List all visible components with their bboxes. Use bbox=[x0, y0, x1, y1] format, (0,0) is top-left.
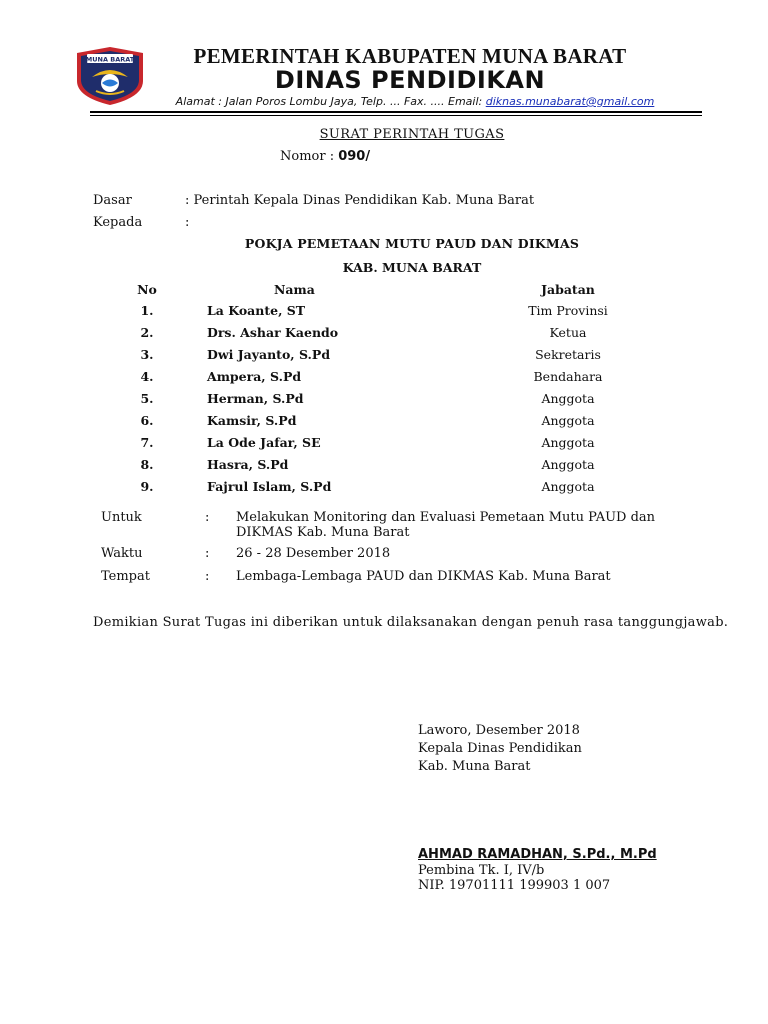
team-region: KAB. MUNA BARAT bbox=[342, 260, 482, 275]
signature-region: Kab. Muna Barat bbox=[418, 759, 531, 774]
header-rule-thin bbox=[90, 115, 702, 116]
kepada-value: : bbox=[185, 215, 190, 230]
waktu-colon: : bbox=[205, 546, 210, 561]
signatory-name: AHMAD RAMADHAN, S.Pd., M.Pd bbox=[418, 847, 657, 862]
untuk-colon: : bbox=[205, 510, 210, 525]
waktu-label: Waktu bbox=[101, 546, 143, 561]
member-no: 2. bbox=[140, 325, 154, 340]
emblem-label: MUNA BARAT bbox=[85, 55, 135, 64]
member-name: Herman, S.Pd bbox=[207, 391, 304, 406]
header-no: No bbox=[137, 282, 157, 297]
member-position: Anggota bbox=[541, 479, 595, 494]
untuk-label: Untuk bbox=[101, 510, 142, 525]
member-row bbox=[0, 457, 768, 479]
document-title: SURAT PERINTAH TUGAS bbox=[319, 127, 505, 142]
member-position: Bendahara bbox=[533, 369, 603, 384]
member-row bbox=[0, 435, 768, 457]
document-number bbox=[280, 149, 370, 164]
member-name: Fajrul Islam, S.Pd bbox=[207, 479, 332, 494]
department-name: DINAS PENDIDIKAN bbox=[274, 66, 546, 94]
dasar-value: : Perintah Kepala Dinas Pendidikan Kab. Muna Barat bbox=[185, 193, 535, 208]
member-no: 8. bbox=[140, 457, 154, 472]
header-rule-thick bbox=[90, 111, 702, 113]
member-position: Anggota bbox=[541, 413, 595, 428]
signature-place-date: Laworo, Desember 2018 bbox=[418, 723, 580, 738]
signature-office: Kepala Dinas Pendidikan bbox=[418, 741, 582, 756]
member-position: Anggota bbox=[541, 391, 595, 406]
member-name: Dwi Jayanto, S.Pd bbox=[207, 347, 331, 362]
dasar-label: Dasar bbox=[93, 193, 132, 208]
member-no: 7. bbox=[140, 435, 154, 450]
tempat-colon: : bbox=[205, 569, 210, 584]
member-row bbox=[0, 391, 768, 413]
tempat-value: Lembaga-Lembaga PAUD dan DIKMAS Kab. Muna Barat bbox=[236, 569, 611, 584]
member-name: Ampera, S.Pd bbox=[207, 369, 302, 384]
office-address bbox=[135, 95, 695, 108]
member-name: Drs. Ashar Kaendo bbox=[207, 325, 339, 340]
member-name: Kamsir, S.Pd bbox=[207, 413, 297, 428]
member-no: 5. bbox=[140, 391, 154, 406]
member-name: Hasra, S.Pd bbox=[207, 457, 289, 472]
member-name: La Ode Jafar, SE bbox=[207, 435, 321, 450]
member-row bbox=[0, 369, 768, 391]
member-row bbox=[0, 303, 768, 325]
member-row bbox=[0, 325, 768, 347]
email-link[interactable]: diknas.munabarat@gmail.com bbox=[485, 95, 655, 108]
team-name: POKJA PEMETAAN MUTU PAUD DAN DIKMAS bbox=[244, 236, 580, 251]
untuk-line1: Melakukan Monitoring dan Evaluasi Pemetaan Mutu PAUD dan bbox=[236, 510, 656, 525]
number-value: 090/ bbox=[338, 149, 371, 164]
untuk-line2: DIKMAS Kab. Muna Barat bbox=[236, 525, 410, 540]
member-position: Ketua bbox=[549, 325, 587, 340]
member-row bbox=[0, 479, 768, 501]
member-position: Sekretaris bbox=[535, 347, 601, 362]
tempat-label: Tempat bbox=[101, 569, 150, 584]
member-position: Anggota bbox=[541, 457, 595, 472]
member-row bbox=[0, 413, 768, 435]
member-no: 1. bbox=[140, 303, 154, 318]
government-name: PEMERINTAH KABUPATEN MUNA BARAT bbox=[193, 44, 627, 68]
number-label: Nomor : bbox=[280, 149, 339, 164]
signatory-nip: NIP. 19701111 199903 1 007 bbox=[418, 878, 611, 893]
header-name: Nama bbox=[274, 282, 315, 297]
address-text: Alamat : Jalan Poros Lombu Jaya, Telp. ... Fax. .... Email: bbox=[175, 95, 486, 108]
member-no: 3. bbox=[140, 347, 154, 362]
header-position: Jabatan bbox=[541, 282, 595, 297]
member-no: 4. bbox=[140, 369, 154, 384]
member-row bbox=[0, 347, 768, 369]
member-name: La Koante, ST bbox=[207, 303, 306, 318]
member-position: Anggota bbox=[541, 435, 595, 450]
kepada-label: Kepada bbox=[93, 215, 143, 230]
closing-paragraph: Demikian Surat Tugas ini diberikan untuk dilaksanakan dengan penuh rasa tanggungjawab. bbox=[93, 615, 729, 630]
member-position: Tim Provinsi bbox=[528, 303, 608, 318]
member-no: 9. bbox=[140, 479, 154, 494]
waktu-value: 26 - 28 Desember 2018 bbox=[236, 546, 391, 561]
member-no: 6. bbox=[140, 413, 154, 428]
signatory-rank: Pembina Tk. I, IV/b bbox=[418, 863, 545, 878]
